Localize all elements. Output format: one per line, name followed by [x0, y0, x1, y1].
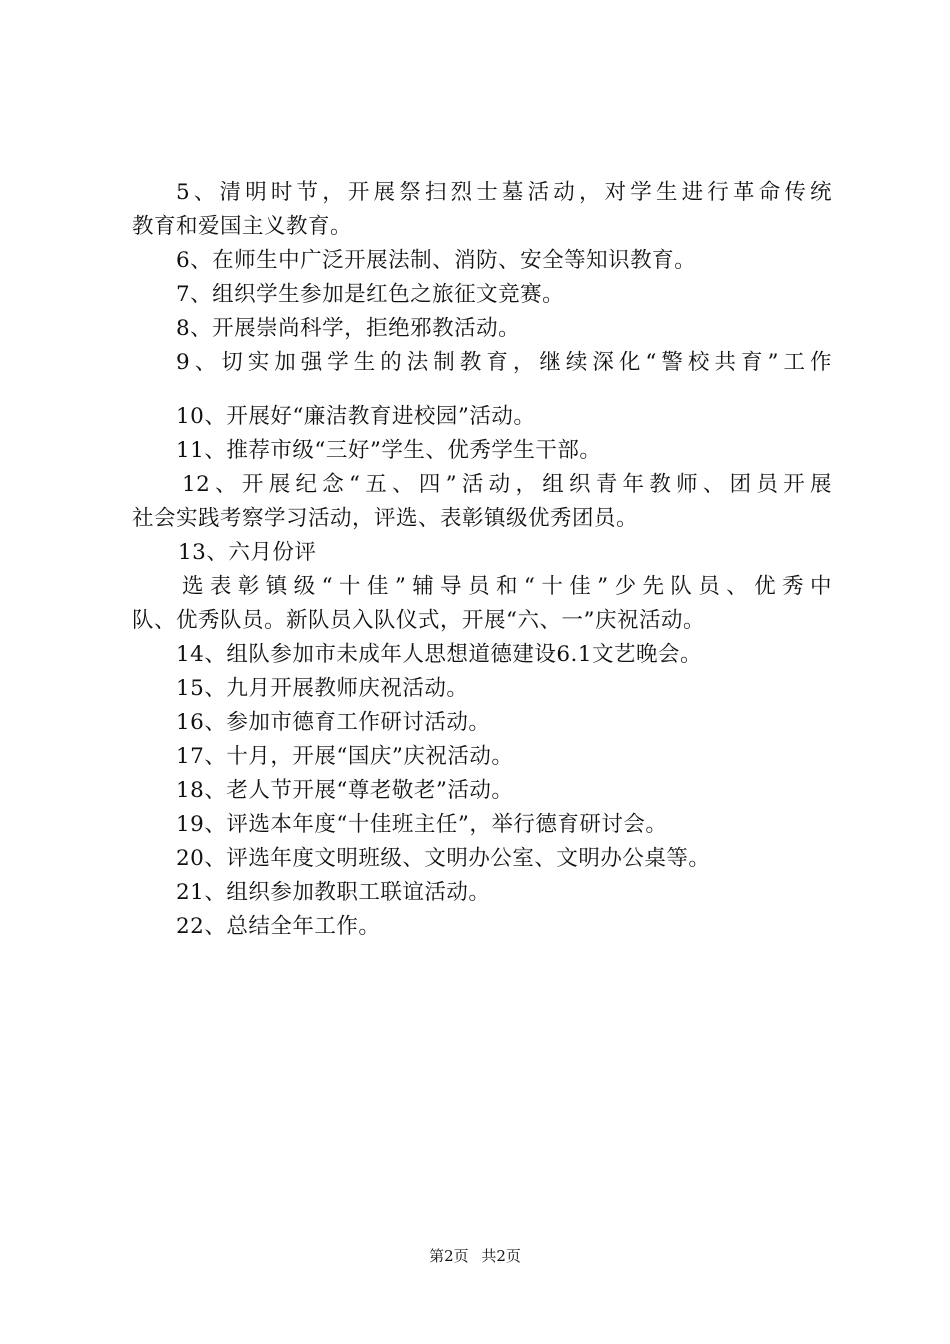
paragraph-line: 队、优秀队员。新队员入队仪式，开展“六、一”庆祝活动。: [132, 608, 705, 633]
page-footer: [0, 1244, 950, 1268]
paragraph-line: 22、总结全年工作。: [176, 914, 381, 939]
document-body: [132, 176, 832, 944]
paragraph-line: 21、组织参加教职工联谊活动。: [176, 880, 491, 905]
paragraph-line: 19、评选本年度“十佳班主任”，举行德育研讨会。: [176, 812, 668, 837]
paragraph-line: 教育和爱国主义教育。: [132, 214, 353, 239]
paragraph-line: 选表彰镇级“十佳”辅导员和“十佳”少先队员、优秀中: [182, 574, 832, 599]
page-number: 第2页: [429, 1247, 469, 1265]
paragraph-line: 11、推荐市级“三好”学生、优秀学生干部。: [176, 438, 602, 463]
paragraph-line: 7、组织学生参加是红色之旅征文竞赛。: [176, 282, 565, 307]
paragraph-line: 10、开展好“廉洁教育进校园”活动。: [176, 404, 536, 429]
page-total: 共2页: [481, 1247, 521, 1265]
paragraph-gap: [132, 380, 832, 400]
paragraph-line: 17、十月，开展“国庆”庆祝活动。: [176, 744, 514, 769]
paragraph-line: 5、清明时节，开展祭扫烈士墓活动，对学生进行革命传统: [176, 180, 832, 205]
paragraph-line: 8、开展崇尚科学，拒绝邪教活动。: [176, 316, 521, 341]
paragraph-line: 16、参加市德育工作研讨活动。: [176, 710, 491, 735]
paragraph-line: 18、老人节开展“尊老敬老”活动。: [176, 778, 514, 803]
paragraph-line: 15、九月开展教师庆祝活动。: [176, 676, 469, 701]
paragraph-line: 12、开展纪念“五、四”活动，组织青年教师、团员开展: [182, 472, 832, 497]
paragraph-line: 13、六月份评: [178, 540, 317, 565]
paragraph-line: 6、在师生中广泛开展法制、消防、安全等知识教育。: [176, 248, 697, 273]
paragraph-line: 9、切实加强学生的法制教育，继续深化“警校共育”工作: [176, 350, 832, 375]
paragraph-line: 14、组队参加市未成年人思想道德建设6.1文艺晚会。: [176, 642, 703, 667]
paragraph-line: 20、评选年度文明班级、文明办公室、文明办公桌等。: [176, 846, 711, 871]
paragraph-line: 社会实践考察学习活动，评选、表彰镇级优秀团员。: [132, 506, 639, 531]
